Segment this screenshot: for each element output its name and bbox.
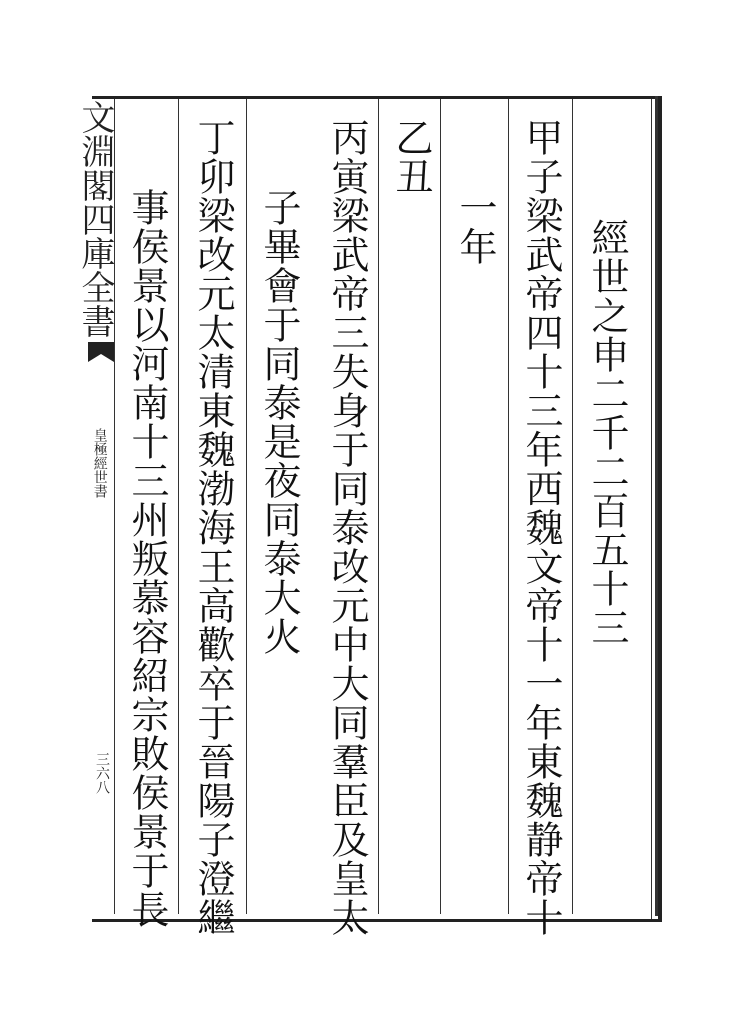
text-column-3: 一年 bbox=[453, 188, 497, 266]
text-column-1: 經世之申二千二百五十三 bbox=[585, 218, 629, 647]
scan-edge-right bbox=[655, 96, 658, 916]
column-rule-4 bbox=[378, 99, 379, 914]
frame-inner-rule bbox=[651, 99, 652, 919]
text-column-4: 乙丑 bbox=[389, 118, 433, 196]
text-column-2: 甲子梁武帝四十三年西魏文帝十一年東魏静帝十 bbox=[519, 118, 563, 937]
column-rule-3 bbox=[440, 99, 441, 914]
column-rule-2 bbox=[508, 99, 509, 914]
text-column-7: 丁卯梁改元太清東魏渤海王高歡卒于晉陽子澄繼 bbox=[191, 118, 235, 937]
column-rule-5 bbox=[246, 99, 247, 914]
margin-book-title: 皇極經世書 bbox=[91, 428, 108, 498]
text-column-6: 子畢會于同泰是夜同泰大火 bbox=[257, 188, 301, 656]
text-column-5: 丙寅梁武帝三失身于同泰改元中大同羣臣及皇太 bbox=[325, 118, 369, 937]
margin-library-header: 文淵閣四庫全書 bbox=[75, 100, 115, 338]
text-column-8: 事侯景以河南十三州叛慕容紹宗敗侯景于長 bbox=[125, 188, 169, 929]
column-rule-1 bbox=[572, 99, 573, 914]
column-rule-6 bbox=[178, 99, 179, 914]
margin-page-number: 三六八 bbox=[94, 752, 110, 794]
